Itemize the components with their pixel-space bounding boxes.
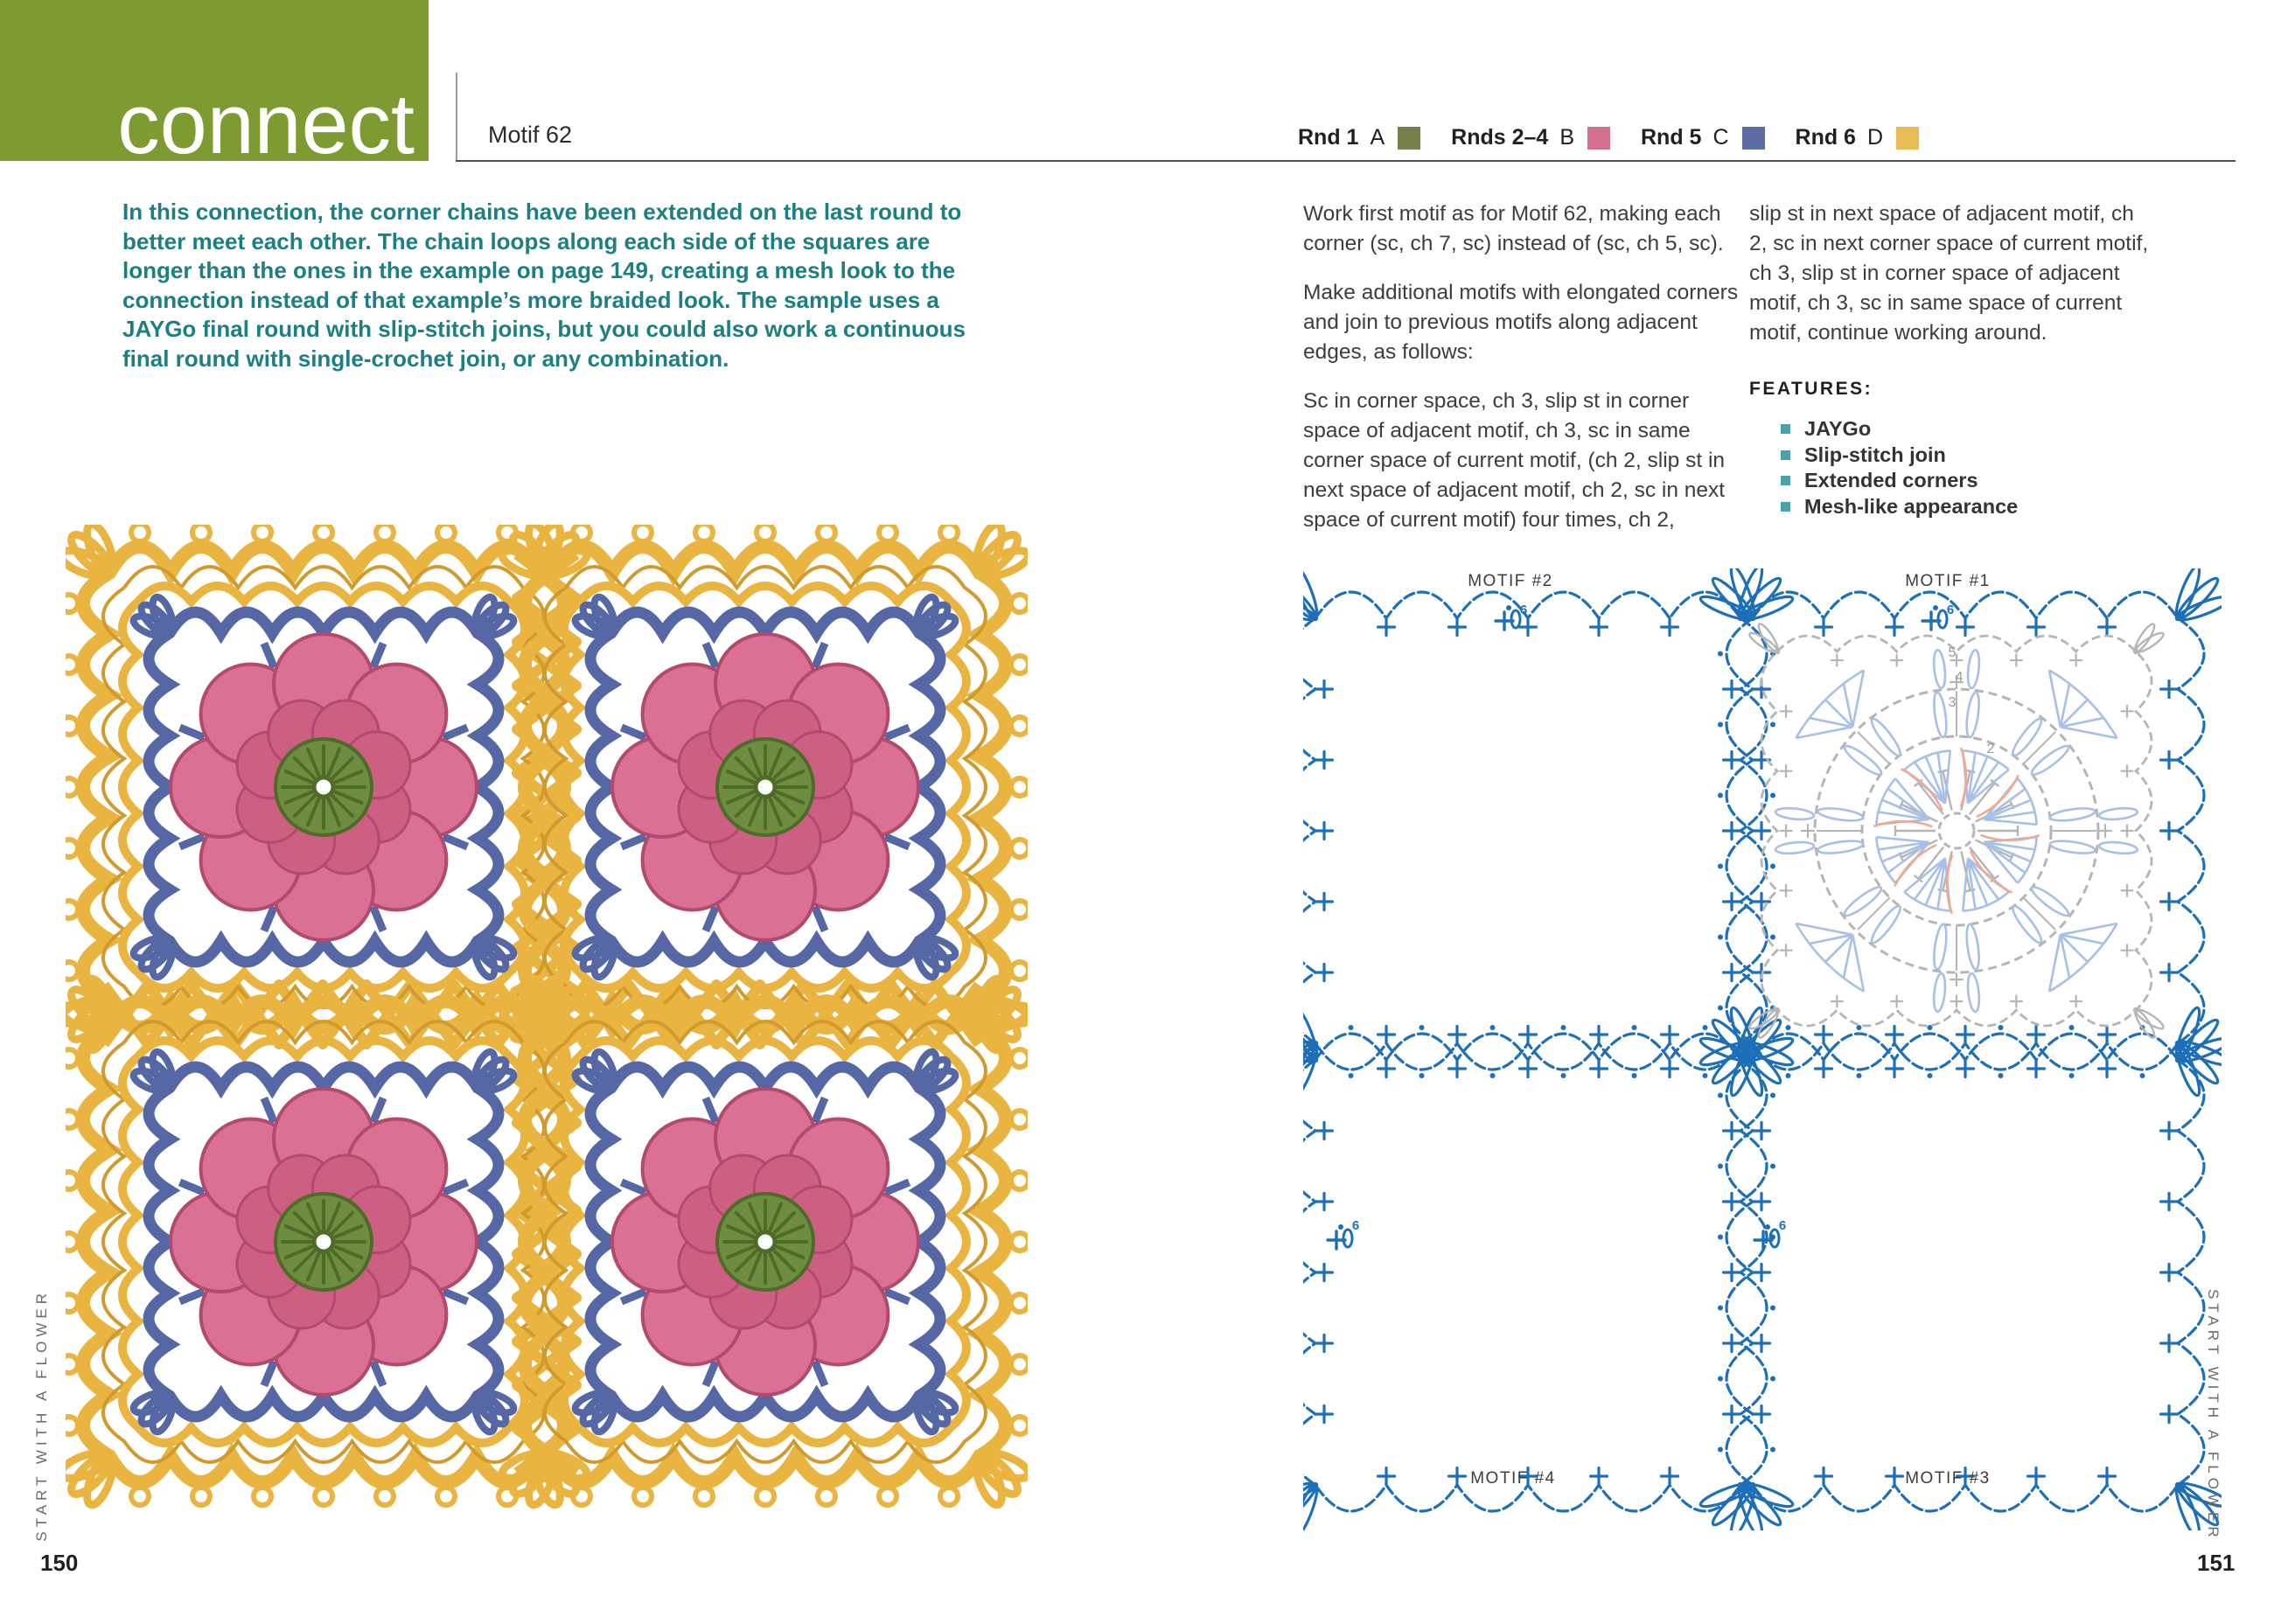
instruction-paragraph: Sc in corner space, ch 3, slip st in corner space of adjacent motif, ch 3, sc in same corner space of current motif, (ch 2, slip st in next space of adjacent motif, ch 2, sc in next space of current motif) four times, ch 2, xyxy=(1303,389,1726,532)
legend-round-label: Rnds 2–4 xyxy=(1451,125,1549,150)
motif1-label: MOTIF #1 xyxy=(1905,572,1991,590)
intro-paragraph: In this connection, the corner chains have been extended on the last round to better meet each other. The chain loops along each side of the squares are longer than the ones in the example on page 149, creating a mesh look to the connection instead of that example’s more braided look. The sample uses a JAYGo final round with slip-stitch joins, but you could also work a continuous final round with single-crochet join, or any combination. xyxy=(122,199,966,372)
chapter-title: connect xyxy=(117,75,415,171)
sample-photo-crochet-motifs xyxy=(66,525,1028,1539)
motif4-label: MOTIF #4 xyxy=(1470,1469,1556,1488)
feature-item: JAYGo xyxy=(1781,416,2153,443)
legend-yarn-letter: D xyxy=(1866,125,1884,150)
chapter-banner xyxy=(0,0,429,171)
round-number-5: 5 xyxy=(1948,645,1957,660)
legend-color-swatch xyxy=(1896,127,1919,150)
header-rule xyxy=(456,160,2236,162)
chain-6-label: 6 xyxy=(1351,1218,1360,1233)
chain-6-label: 6 xyxy=(1519,603,1528,617)
chain-6-label: 6 xyxy=(1946,603,1955,617)
feature-item: Mesh-like appearance xyxy=(1781,494,2153,520)
sidebar-section-title-left: START WITH A FLOWER xyxy=(33,1289,50,1542)
features-section xyxy=(1749,374,2153,519)
features-list xyxy=(1749,416,2153,519)
legend-round-label: Rnd 5 xyxy=(1641,125,1702,150)
legend-item-rnds2-4 xyxy=(1451,125,1610,150)
chain-6-label: 6 xyxy=(1778,1218,1787,1233)
instruction-paragraph: slip st in next space of adjacent motif, ch 2, sc in next corner space of current motif, ch 3, slip st in corner space of adjacent motif, ch 3, sc in same space of current motif, continue working around. xyxy=(1749,202,2149,345)
instructions-column-2 xyxy=(1749,199,2153,519)
instruction-paragraph: Make additional motifs with elongated corners and join to previous motifs along adjacent edges, as follows: xyxy=(1303,281,1739,364)
motif2-label: MOTIF #2 xyxy=(1468,572,1553,590)
round-number-2: 2 xyxy=(1986,742,1995,756)
feature-item: Slip-stitch join xyxy=(1781,443,2153,469)
feature-item: Extended corners xyxy=(1781,468,2153,494)
legend-yarn-letter: A xyxy=(1370,125,1385,150)
round-number-3: 3 xyxy=(1948,695,1957,710)
header-divider-vertical xyxy=(456,73,457,161)
legend-color-swatch xyxy=(1742,127,1765,150)
sidebar-section-title-right: START WITH A FLOWER xyxy=(2205,1289,2222,1542)
photo-illustration xyxy=(66,525,1028,1508)
legend-round-label: Rnd 6 xyxy=(1795,125,1856,150)
legend-yarn-letter: B xyxy=(1559,125,1574,150)
instruction-paragraph: Work first motif as for Motif 62, making each corner (sc, ch 7, sc) instead of (sc, ch 5, sc). xyxy=(1303,202,1724,255)
round-color-legend xyxy=(1298,125,1919,150)
legend-item-rnd1 xyxy=(1298,125,1420,150)
motif-heading: Motif 62 xyxy=(488,122,573,148)
legend-item-rnd5 xyxy=(1641,125,1765,150)
legend-color-swatch xyxy=(1398,127,1420,150)
round-number-4: 4 xyxy=(1955,670,1964,685)
crochet-join-diagram xyxy=(1303,568,2222,1530)
diagram-drawing xyxy=(1303,568,2222,1530)
page-number-left: 150 xyxy=(40,1550,79,1576)
legend-round-label: Rnd 1 xyxy=(1298,125,1359,150)
legend-yarn-letter: C xyxy=(1712,125,1729,150)
legend-color-swatch xyxy=(1587,127,1610,150)
motif3-label: MOTIF #3 xyxy=(1905,1469,1991,1488)
instructions-column-1 xyxy=(1303,199,1745,554)
legend-item-rnd6 xyxy=(1796,125,1920,150)
page-number-right: 151 xyxy=(2197,1550,2236,1576)
features-heading: FEATURES: xyxy=(1749,379,1873,399)
